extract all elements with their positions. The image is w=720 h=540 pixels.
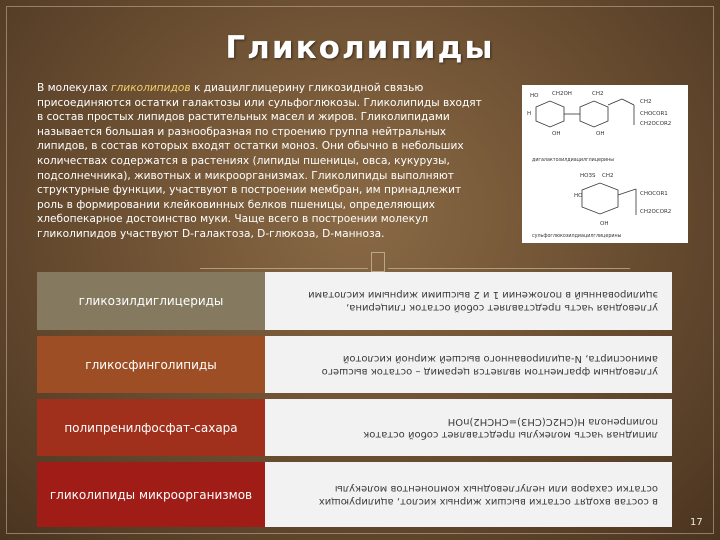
svg-text:CH2: CH2 [602, 173, 614, 179]
svg-text:CH2OCOR2: CH2OCOR2 [640, 209, 672, 215]
highlight-term: гликолипидов [110, 82, 191, 94]
svg-text:HO: HO [574, 193, 583, 199]
row-label: полипренилфосфат-сахара [37, 399, 265, 456]
chemical-structures-image [522, 85, 688, 243]
row-description: углеводная часть представляет собой остаток глицерина, эцилированный в положении 1 и 2 высшими жирными кислотами [308, 289, 658, 313]
svg-text:CH2: CH2 [592, 91, 604, 97]
svg-text:CH2OCOR2: CH2OCOR2 [640, 121, 672, 127]
row-label: гликолипиды микроорганизмов [37, 462, 265, 527]
glycolipid-structure-diagram [522, 85, 688, 243]
svg-text:OH: OH [600, 221, 609, 227]
row-description-box [265, 336, 672, 393]
paragraph-rest: к диацилглицерину гликозидной связью присоединяются остатки галактозы или сульфоглюкозы. Гликолипиды входят в состав простых липидов растительных масел и жиров. Гликолипидами называется большая и разнообразная по строению группа нейтральных липидов, в состав которых входят остатки моноз. Они обычно в небольших количествах содержатся в растениях (липиды пшеницы, овса, кукурузы, подсолнечника), животных и микроорганизмах. Гликолипиды выполняют структурные функции, участвуют в построении мембран, им принадлежит роль в формировании клейковинных белков пшеницы, определяющих хлебопекарное достоинство муки. Чаще всего в построении молекул гликолипидов участвуют D-галактоза, D-глюкоза, D-манноза. [37, 82, 482, 240]
svg-text:HO3S: HO3S [580, 173, 596, 179]
divider-left [200, 268, 368, 269]
caption-1: дигалактозилдиацилглицерины [532, 158, 615, 163]
svg-text:CHOCOR1: CHOCOR1 [640, 111, 668, 117]
category-row [37, 336, 672, 393]
row-description-box [265, 399, 672, 456]
row-label: гликозилдиглицериды [37, 272, 265, 330]
slide-title: Гликолипиды [225, 30, 495, 66]
svg-text:CHOCOR1: CHOCOR1 [640, 191, 668, 197]
row-label: гликосфинголипиды [37, 336, 265, 393]
page-number: 17 [690, 517, 703, 528]
svg-text:HO: HO [530, 93, 539, 99]
row-description: в состав входят остатки высших жирных кислот, ацилирующих остатки сахаров или нелуглеводных компонентов молекулы [318, 482, 658, 507]
svg-text:CH2: CH2 [640, 99, 652, 105]
intro-paragraph [37, 81, 485, 242]
divider-right [388, 268, 630, 269]
svg-text:H: H [527, 111, 532, 117]
svg-text:OH: OH [552, 131, 561, 137]
row-description: липидная часть молекулы представляет собой остаток полипренола H(CH2C(CH3)=CHCH2)nOH [363, 415, 658, 440]
paragraph-start: В молекулах [37, 82, 111, 94]
category-row [37, 399, 672, 456]
placeholder-icon [371, 252, 385, 272]
svg-text:OH: OH [596, 131, 605, 137]
caption-2: сульфоглюкозилдиацилглицерины [532, 234, 622, 239]
row-description-box [265, 272, 672, 330]
row-description-box [265, 462, 672, 527]
category-row [37, 462, 672, 527]
category-row [37, 272, 672, 330]
row-description: углеводным фрагментом является церамид – остаток высшего аминоспирта, N-ацилированного высшей жирной кислотой [321, 352, 658, 377]
svg-text:CH2OH: CH2OH [552, 91, 572, 97]
